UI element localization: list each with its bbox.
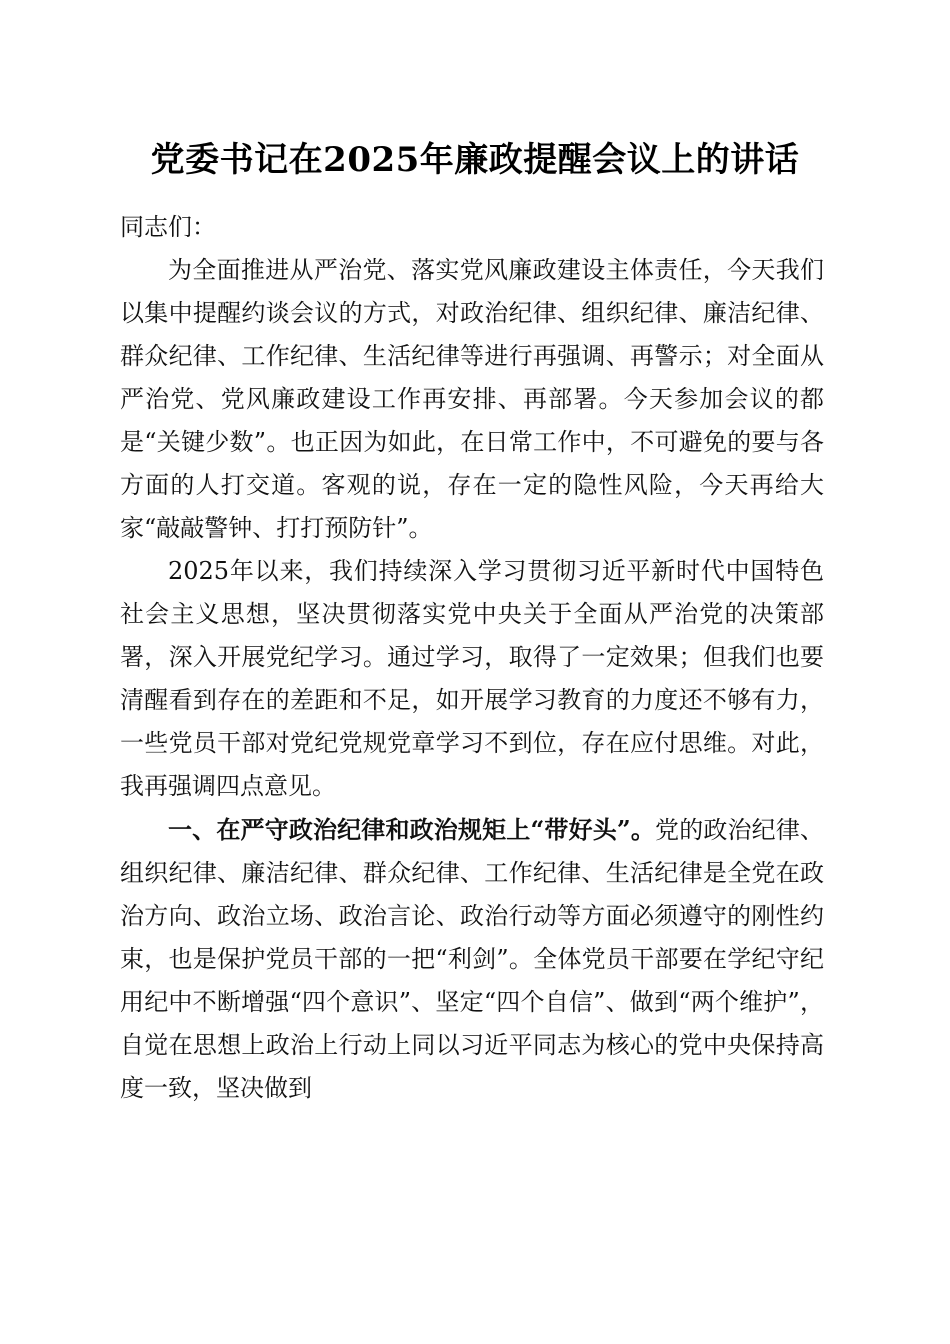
paragraph-point-one (120, 808, 824, 1110)
section-body-one: 党的政治纪律、组织纪律、廉洁纪律、群众纪律、工作纪律、生活纪律是全党在政治方向、政治立场、政治言论、政治行动等方面必须遵守的刚性约束，也是保护党员干部的一把“利剑”。全体党员干部要在学纪守纪用纪中不断增强“四个意识”、坚定“四个自信”、做到“两个维护”，自觉在思想上政治上行动上同以习近平同志为核心的党中央保持高度一致，坚决做到 (120, 816, 825, 1102)
paragraph-review: 2025年以来，我们持续深入学习贯彻习近平新时代中国特色社会主义思想，坚决贯彻落实党中央关于全面从严治党的决策部署，深入开展党纪学习。通过学习，取得了一定效果；但我们也要清醒看到存在的差距和不足，如开展学习教育的力度还不够有力，一些党员干部对党纪党规党章学习不到位，存在应付思维。对此，我再强调四点意见。 (120, 557, 824, 800)
document-body (120, 206, 824, 1110)
document-title: 党委书记在2025年廉政提醒会议上的讲话 (150, 140, 800, 180)
section-heading-one: 一、在严守政治纪律和政治规矩上“带好头”。 (168, 815, 656, 844)
paragraph-intro: 为全面推进从严治党、落实党风廉政建设主体责任，今天我们以集中提醒约谈会议的方式，对政治纪律、组织纪律、廉洁纪律、群众纪律、工作纪律、生活纪律等进行再强调、再警示；对全面从严治党、党风廉政建设工作再安排、再部署。今天参加会议的都是“关键少数”。也正因为如此，在日常工作中，不可避免的要与各方面的人打交道。客观的说，存在一定的隐性风险，今天再给大家“敲敲警钟、打打预防针”。 (120, 256, 824, 542)
salutation: 同志们： (120, 213, 216, 241)
